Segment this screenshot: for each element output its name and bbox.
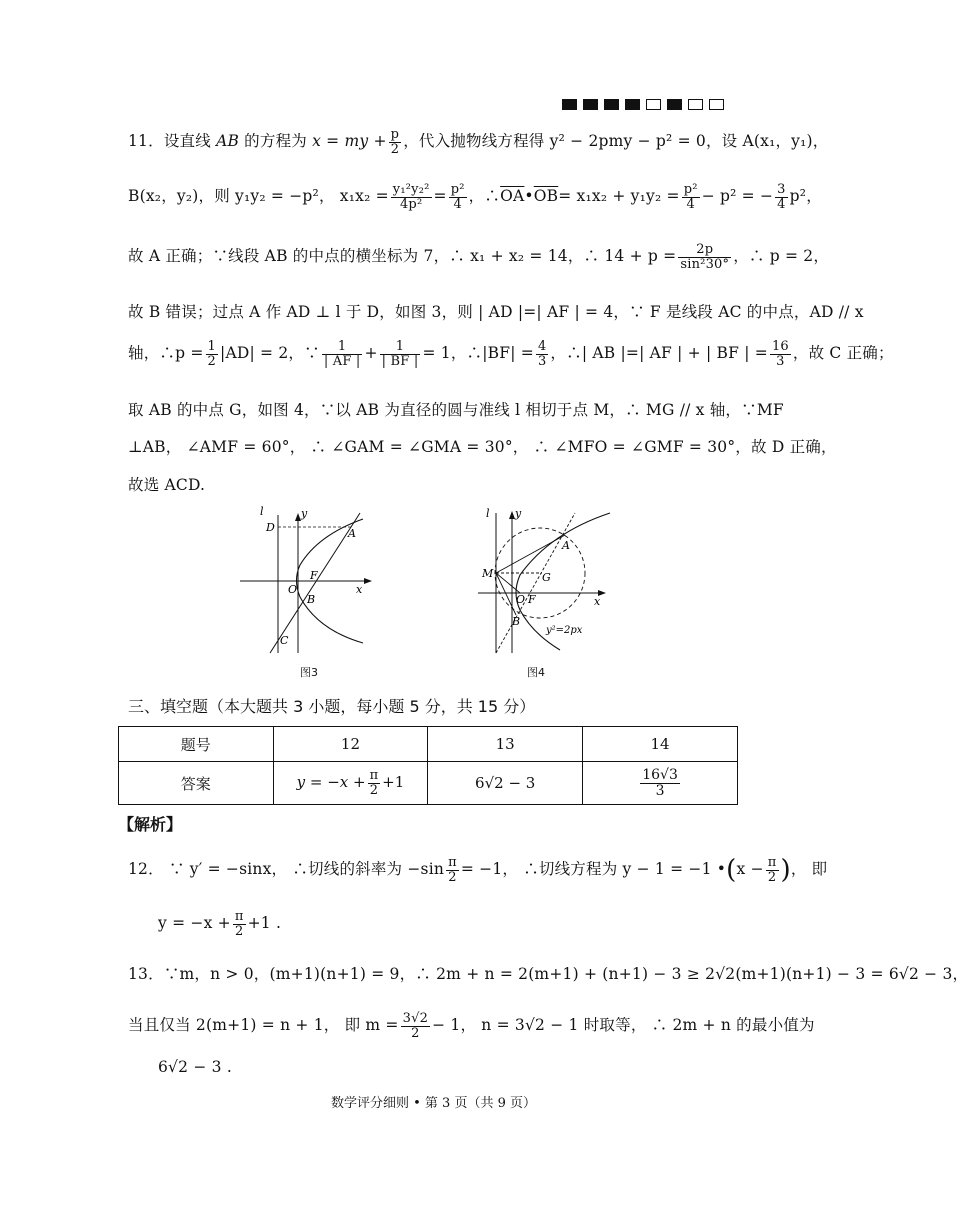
fraction: $\frac{\text{p²}}{4}$ <box>450 182 465 212</box>
q11-line-4: 故 B 错误；过点 A 作 AD ⊥ l 于 D，如图 3，则 | AD |=| AF | = 4，∵ F 是线段 AC 的中点，AD // x <box>128 303 864 321</box>
mark-empty <box>646 99 661 110</box>
fraction: $\frac{\text{y₁²y₂²}}{\text{4p²}}$ <box>392 182 430 212</box>
mark-filled <box>604 99 619 110</box>
label-y: y <box>515 507 522 520</box>
q12-line-1: 12． ∵ y′ = −sinx， ∴切线的斜率为 −sin $\frac{\pi}{2}$ = −1， ∴切线方程为 y − 1 = −1 •(x − $\frac{\pi}{2}$ )， 即 <box>128 854 828 885</box>
q11-line-7: ⊥AB， ∠AMF = 60°， ∴ ∠GAM = ∠GMA = 30°， ∴ ∠MFO = ∠GMF = 30°，故 D 正确， <box>128 438 837 456</box>
x-axis-arrow <box>364 578 372 584</box>
segment-mb <box>496 573 516 615</box>
label-b: B <box>307 593 316 606</box>
segment-ma <box>496 535 565 573</box>
label-l: l <box>260 505 264 518</box>
label-b: B <box>512 615 521 628</box>
figure-4-caption: 图4 <box>527 666 545 679</box>
figure-3-caption: 图3 <box>300 666 318 679</box>
fraction: $\frac{16}{3}$ <box>771 339 789 369</box>
fraction: $\frac{\pi}{2}$ <box>448 854 457 885</box>
analysis-label: 【解析】 <box>118 815 183 834</box>
label-d: D <box>266 521 275 534</box>
figure-4 <box>470 505 615 655</box>
table-cell: 6√2 − 3 <box>428 762 583 805</box>
label-a: A <box>562 539 570 552</box>
table-cell: 12 <box>273 727 428 762</box>
text: AB <box>216 132 240 151</box>
label-y: y <box>301 507 308 520</box>
label-c: C <box>280 634 289 647</box>
q11-line-2: B(x₂，y₂)，则 y₁y₂ = −p²， x₁x₂ = $\frac{\text{y₁²y₂²}}{\text{4p²}}$ = $\frac{\text{p²}}{4}$ ，$\therefore\overline{OA}•\overline{OB}= x_1x_2 + y_1y_2$ = $\frac{\text{p²}}{4}$ − p² = − $\frac{3}{4}$ p²， <box>128 182 822 212</box>
label-g: G <box>542 571 551 584</box>
label-a: A <box>348 527 356 540</box>
page-marks <box>556 95 724 114</box>
fraction: $\frac{\pi}{2}$ <box>369 767 379 798</box>
q11-line-6: 取 AB 的中点 G，如图 4，∵以 AB 为直径的圆与准线 l 相切于点 M，∴ MG // x 轴，∵MF <box>128 401 784 419</box>
segment-mf <box>496 573 520 593</box>
q13-line-3: 6√2 − 3 . <box>158 1058 232 1076</box>
fraction: $\frac{2p}{\text{sin²30°}}$ <box>680 242 730 272</box>
q13-line-1: 13．∵m，n > 0，(m+1)(n+1) = 9，∴ 2m + n = 2(m+1) + (n+1) − 3 ≥ 2√2(m+1)(n+1) − 3 = 6√2 − 3， <box>128 965 968 983</box>
answer-table <box>118 726 738 805</box>
page-footer: 数学评分细则 • 第 3 页（共 9 页） <box>330 1096 536 1111</box>
fraction: $\frac{1}{2}$ <box>207 339 217 369</box>
fraction: $\frac{\text{p²}}{4}$ <box>683 182 698 212</box>
fraction: $\frac{3}{4}$ <box>777 182 786 212</box>
label-o: O <box>516 593 526 606</box>
table-row <box>119 762 738 805</box>
figure-3 <box>228 505 378 655</box>
text: 的方程为 <box>239 132 313 151</box>
line-ab <box>270 513 360 653</box>
label-x: x <box>594 595 601 608</box>
mark-empty <box>709 99 724 110</box>
mark-filled <box>583 99 598 110</box>
fraction: $\frac{1}{| AF |}$ <box>323 339 361 369</box>
label-curve: y²=2px <box>546 625 583 636</box>
mark-filled <box>667 99 682 110</box>
table-cell: 14 <box>583 727 738 762</box>
vector-oa: $\overline{OA}$ <box>500 187 525 206</box>
label-x: x <box>356 583 363 596</box>
text: x = my + <box>312 132 387 151</box>
label-m: M <box>482 567 494 580</box>
mark-filled <box>625 99 640 110</box>
fraction: $\frac{1}{| BF |}$ <box>381 339 419 369</box>
label-l: l <box>486 507 490 520</box>
table-cell: 答案 <box>119 762 274 805</box>
q11-line-1 <box>128 128 829 156</box>
q11-line-5: 轴，∴p = $\frac{1}{2}$ |AD| = 2，∵ $\frac{1}{| AF |}$ + $\frac{1}{| BF |}$ = 1，∴|BF| = $\frac{4}{3}$ ，∴| AB |=| AF | + | BF | = $\frac{16}{3}$ ，故 C 正确； <box>128 339 894 369</box>
fraction: $\frac{3√2}{2}$ <box>402 1011 429 1041</box>
mark-filled <box>562 99 577 110</box>
text: B(x₂，y₂)，则 y₁y₂ = −p²， x₁x₂ = <box>128 187 389 206</box>
label-f: F <box>310 569 318 582</box>
fraction: $\frac{4}{3}$ <box>537 339 547 369</box>
q13-line-2: 当且仅当 2(m+1) = n + 1， 即 m = $\frac{3√2}{2}$ − 1， n = 3√2 − 1 时取等， ∴ 2m + n 的最小值为 <box>128 1011 815 1041</box>
vector-ob: $\overline{OB}$ <box>533 187 559 206</box>
mark-empty <box>688 99 703 110</box>
q11-line-8: 故选 ACD. <box>128 476 206 494</box>
table-row <box>119 727 738 762</box>
text: 11．设直线 <box>128 132 217 151</box>
q11-line-3: 故 A 正确；∵线段 AB 的中点的横坐标为 7，∴ x₁ + x₂ = 14，∴ 14 + p = $\frac{2p}{\text{sin²30°}}$ ，∴ p = 2， <box>128 242 830 272</box>
q12-line-2: y = −x + $\frac{\pi}{2}$ +1 . <box>158 909 282 939</box>
label-o: O <box>288 583 298 596</box>
label-f: F <box>528 593 536 606</box>
fraction: $\frac{\pi}{2}$ <box>767 854 777 885</box>
table-cell <box>583 762 738 805</box>
section-title: 三、填空题（本大题共 3 小题，每小题 5 分，共 15 分） <box>128 697 536 716</box>
fraction: $\frac{p}{2}$ <box>390 127 400 157</box>
table-cell: 题号 <box>119 727 274 762</box>
fraction: $\frac{\pi}{2}$ <box>234 909 244 939</box>
fraction: $\frac{16√3}{3}$ <box>642 766 678 799</box>
text: ，代入抛物线方程得 y² − 2pmy − p² = 0，设 A(x₁，y₁)， <box>403 132 829 151</box>
table-cell: y = −x + $\frac{\pi}{2}$ +1 <box>273 762 428 805</box>
table-cell: 13 <box>428 727 583 762</box>
